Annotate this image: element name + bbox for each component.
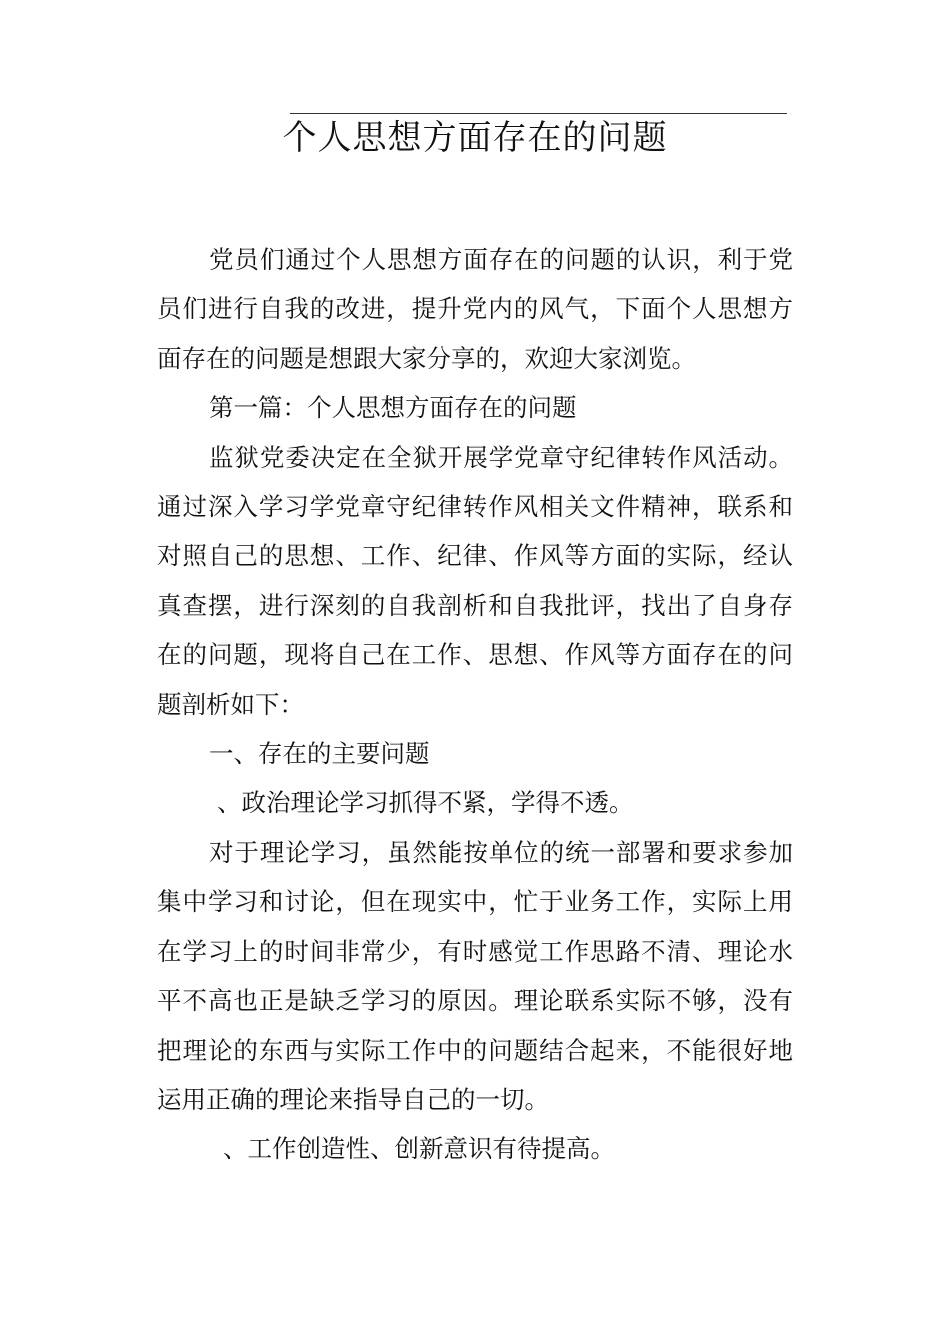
- section-heading-part-one: 第一篇：个人思想方面存在的问题: [209, 393, 577, 423]
- problem-heading-2: 、工作创造性、创新意识有待提高。: [223, 1134, 615, 1164]
- problem-paragraph-1: 对于理论学习，虽然能按单位的统一部署和要求参加集中学习和讨论，但在现实中，忙于业务工作，实际上用在学习上的时间非常少，有时感觉工作思路不清、理论水平不高也正是缺乏学习的原因。理论联系实际不够，没有把理论的东西与实际工作中的问题结合起来，不能很好地运用正确的理论来指导自己的一切。: [157, 837, 793, 1114]
- problem-heading-1: 、政治理论学习抓得不紧，学得不透。: [217, 788, 634, 818]
- document-body: [157, 235, 793, 1174]
- intro-paragraph: 党员们通过个人思想方面存在的问题的认识，利于党员们进行自我的改进，提升党内的风气，下面个人思想方面存在的问题是想跟大家分享的，欢迎大家浏览。: [157, 245, 793, 373]
- background-paragraph: 监狱党委决定在全狱开展学党章守纪律转作风活动。通过深入学习学党章守纪律转作风相关文件精神，联系和对照自己的思想、工作、纪律、作风等方面的实际，经认真查摆，进行深刻的自我剖析和自我批评，找出了自身存在的问题，现将自己在工作、思想、作风等方面存在的问题剖析如下：: [157, 442, 793, 719]
- section-heading-main-problems: 一、存在的主要问题: [209, 739, 430, 769]
- document-title: 个人思想方面存在的问题: [282, 118, 668, 158]
